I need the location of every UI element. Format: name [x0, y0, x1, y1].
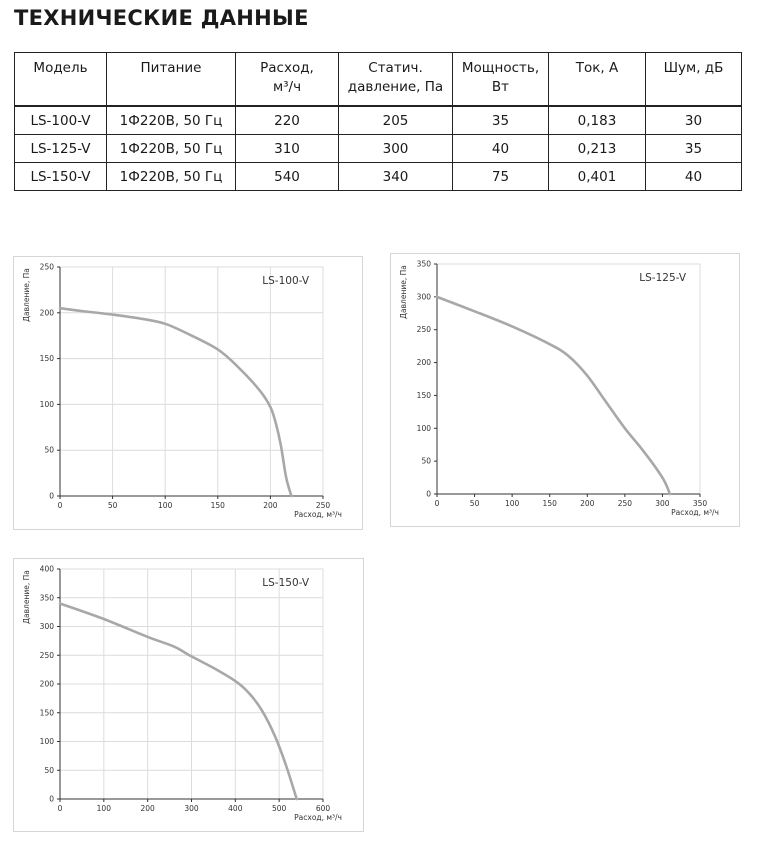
x-axis-label: Расход, м³/ч [294, 813, 342, 822]
y-tick-label: 50 [44, 765, 54, 775]
specs-table [14, 52, 742, 191]
cell-noise: 35 [646, 135, 742, 163]
x-tick-label: 0 [57, 501, 63, 510]
y-tick-label: 200 [416, 358, 431, 368]
chart-svg-ls-125-v [391, 254, 739, 526]
header-static-pressure: Статич. давление, Па [339, 53, 453, 107]
x-tick-label: 50 [469, 499, 480, 508]
series-line-ls-100-v [60, 308, 291, 496]
cell-current: 0,183 [549, 106, 646, 135]
y-tick-label: 150 [39, 708, 54, 718]
header-power-supply: Питание [107, 53, 236, 107]
cell-power-supply: 1Ф220В, 50 Гц [107, 135, 236, 163]
x-axis-label: Расход, м³/ч [294, 510, 342, 519]
chart-ls-150-v [13, 558, 364, 832]
x-tick-label: 300 [184, 804, 199, 813]
y-axis-label: Давление, Па [399, 265, 408, 319]
y-tick-label: 250 [39, 650, 54, 660]
chart-title: LS-150-V [262, 577, 309, 589]
table-row [15, 135, 742, 163]
cell-power: 35 [453, 106, 549, 135]
cell-power: 40 [453, 135, 549, 163]
table-row [15, 106, 742, 135]
cell-noise: 40 [646, 163, 742, 191]
y-tick-label: 100 [416, 423, 431, 433]
cell-model: LS-150-V [15, 163, 107, 191]
cell-airflow: 540 [236, 163, 339, 191]
cell-static-pressure: 205 [339, 106, 453, 135]
chart-ls-100-v [13, 256, 363, 530]
cell-current: 0,213 [549, 135, 646, 163]
x-tick-label: 100 [158, 501, 173, 510]
x-tick-label: 50 [107, 501, 118, 510]
chart-title: LS-125-V [639, 272, 686, 284]
header-model: Модель [15, 53, 107, 107]
cell-model: LS-125-V [15, 135, 107, 163]
x-tick-label: 0 [434, 499, 440, 508]
x-tick-label: 500 [272, 804, 287, 813]
x-tick-label: 300 [655, 499, 670, 508]
y-tick-label: 300 [416, 292, 431, 302]
y-tick-label: 50 [421, 456, 431, 466]
y-tick-label: 0 [49, 491, 54, 501]
x-tick-label: 150 [210, 501, 225, 510]
plot-frame [437, 264, 700, 494]
header-noise: Шум, дБ [646, 53, 742, 107]
cell-power: 75 [453, 163, 549, 191]
y-tick-label: 250 [39, 262, 54, 272]
y-axis-label: Давление, Па [22, 570, 31, 624]
y-tick-label: 50 [44, 445, 54, 455]
cell-static-pressure: 300 [339, 135, 453, 163]
y-tick-label: 200 [39, 308, 54, 318]
series-line-ls-125-v [437, 297, 670, 494]
y-axis-label: Давление, Па [22, 268, 31, 322]
y-tick-label: 150 [416, 390, 431, 400]
x-tick-label: 150 [542, 499, 557, 508]
y-tick-label: 300 [39, 622, 54, 631]
cell-current: 0,401 [549, 163, 646, 191]
table-row [15, 163, 742, 191]
chart-svg-ls-150-v [14, 559, 363, 831]
chart-title: LS-100-V [262, 275, 309, 287]
x-tick-label: 200 [140, 804, 155, 813]
chart-ls-125-v [390, 253, 740, 527]
y-tick-label: 350 [39, 593, 54, 603]
x-tick-label: 200 [580, 499, 595, 508]
cell-power-supply: 1Ф220В, 50 Гц [107, 106, 236, 135]
x-tick-label: 600 [315, 804, 331, 813]
cell-static-pressure: 340 [339, 163, 453, 191]
y-tick-label: 0 [426, 489, 431, 499]
x-axis-label: Расход, м³/ч [671, 508, 719, 517]
x-tick-label: 250 [617, 499, 633, 508]
header-current: Ток, А [549, 53, 646, 107]
y-tick-label: 350 [416, 259, 431, 269]
y-tick-label: 100 [39, 399, 54, 409]
x-tick-label: 400 [228, 804, 243, 813]
cell-airflow: 310 [236, 135, 339, 163]
series-line-ls-150-v [60, 604, 297, 800]
cell-model: LS-100-V [15, 106, 107, 135]
y-tick-label: 200 [39, 679, 54, 689]
page-title: ТЕХНИЧЕСКИЕ ДАННЫЕ [14, 6, 309, 30]
chart-svg-ls-100-v [14, 257, 362, 529]
cell-noise: 30 [646, 106, 742, 135]
y-tick-label: 400 [39, 564, 54, 574]
cell-power-supply: 1Ф220В, 50 Гц [107, 163, 236, 191]
y-tick-label: 250 [416, 325, 431, 335]
x-tick-label: 0 [57, 804, 63, 813]
x-tick-label: 100 [96, 804, 111, 813]
table-header-row [15, 53, 742, 107]
cell-airflow: 220 [236, 106, 339, 135]
y-tick-label: 0 [49, 794, 54, 804]
x-tick-label: 100 [504, 499, 520, 508]
x-tick-label: 200 [263, 501, 278, 510]
x-tick-label: 350 [692, 499, 708, 508]
header-power: Мощность, Вт [453, 53, 549, 107]
y-tick-label: 150 [39, 354, 54, 364]
header-airflow: Расход, м³/ч [236, 53, 339, 107]
y-tick-label: 100 [39, 737, 54, 746]
x-tick-label: 250 [315, 501, 331, 510]
